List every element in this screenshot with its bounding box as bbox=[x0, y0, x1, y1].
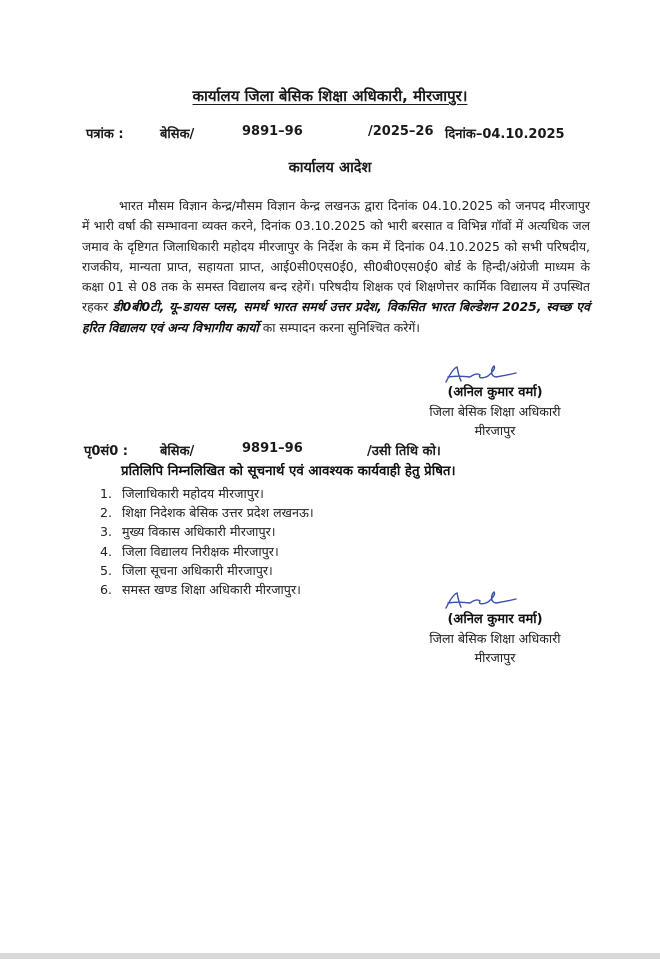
order-heading: कार्यालय आदेश bbox=[288, 160, 372, 176]
signatory-designation: जिला बेसिक शिक्षा अधिकारी bbox=[429, 631, 561, 646]
order-body bbox=[82, 196, 590, 338]
body-text-2: का सम्पादन करना सुनिश्चित करेगें। bbox=[258, 319, 420, 335]
copy-ref-number: 9891–96 bbox=[242, 441, 303, 456]
list-item: 6. समस्त खण्ड शिक्षा अधिकारी मीरजापुर। bbox=[100, 582, 301, 598]
list-item: 2. शिक्षा निदेशक बेसिक उत्तर प्रदेश लखनऊ। bbox=[100, 505, 314, 521]
signatory-place: मीरजापुर bbox=[474, 650, 516, 665]
body-emphasis: डी0बी0टी, यू–डायस प्लस, समर्थ भारत समर्थ उत्तर प्रदेश, विकसित भारत बिल्डेशन 2025, स्वच्छ एवं हरित विद्यालय एवं अन्य विभागीय कार्यो bbox=[82, 299, 590, 335]
page-bottom-edge bbox=[0, 953, 660, 959]
signatory-designation: जिला बेसिक शिक्षा अधिकारी bbox=[429, 404, 561, 419]
signatory-name: (अनिल कुमार वर्मा) bbox=[447, 385, 543, 400]
signatory-place: मीरजापुर bbox=[474, 423, 516, 438]
list-item: 1. जिलाधिकारी महोदय मीरजापुर। bbox=[100, 486, 264, 501]
ref-number: 9891–96 bbox=[242, 124, 303, 139]
copy-forward-line: प्रतिलिपि निम्नलिखित को सूचनार्थ एवं आवश्यक कार्यवाही हेतु प्रेषित। bbox=[121, 464, 456, 479]
ref-date: दिनांक–04.10.2025 bbox=[445, 127, 565, 142]
list-item: 5. जिला सूचना अधिकारी मीरजापुर। bbox=[100, 562, 273, 578]
ref-label: पत्रांक : bbox=[86, 127, 124, 142]
signatory-name: (अनिल कुमार वर्मा) bbox=[447, 612, 543, 627]
copy-ref-dept: बेसिक/ bbox=[160, 444, 195, 459]
list-item: 3. मुख्य विकास अधिकारी मीरजापुर। bbox=[100, 524, 276, 540]
ref-year: /2025–26 bbox=[368, 124, 434, 139]
signature-block-1 bbox=[405, 383, 585, 440]
recipient-list bbox=[100, 484, 314, 599]
office-title: कार्यालय जिला बेसिक शिक्षा अधिकारी, मीरजापुर। bbox=[192, 87, 468, 105]
ref-dept: बेसिक/ bbox=[160, 127, 195, 142]
copy-ref-date: /उसी तिथि को। bbox=[367, 444, 441, 459]
copy-ref-label: पृ0सं0 : bbox=[84, 444, 128, 459]
list-item: 4. जिला विद्यालय निरीक्षक मीरजापुर। bbox=[100, 543, 279, 559]
body-text-1: भारत मौसम विज्ञान केन्द्र/मौसम विज्ञान केन्द्र लखनऊ द्वारा दिनांक 04.10.2025 को जनपद मीरजापुर में भारी वर्षा की सम्भावना व्यक्त करने, दिनांक 03.10.2025 को भारी बरसात व विभिन्न गॉवों में अत्यधिक जल जमाव के दृष्टिगत जिलाधिकारी महोदय मीरजापुर के निर्देश के कम में दिनांक 04.10.2025 को सभी परिषदीय, राजकीय, मान्यता प्राप्त, सहायता प्राप्त, आई0सी0एस0ई0, सी0बी0एस0ई0 बोर्ड के हिन्दी/अंग्रेजी माध्यम के कक्षा 01 से 08 तक के समस्त विद्यालय बन्द रहेगें। परिषदीय शिक्षक एवं शिक्षणेत्तर कार्मिक विद्यालय में उपस्थित रहकर bbox=[82, 198, 590, 315]
signature-block-2 bbox=[405, 610, 585, 667]
